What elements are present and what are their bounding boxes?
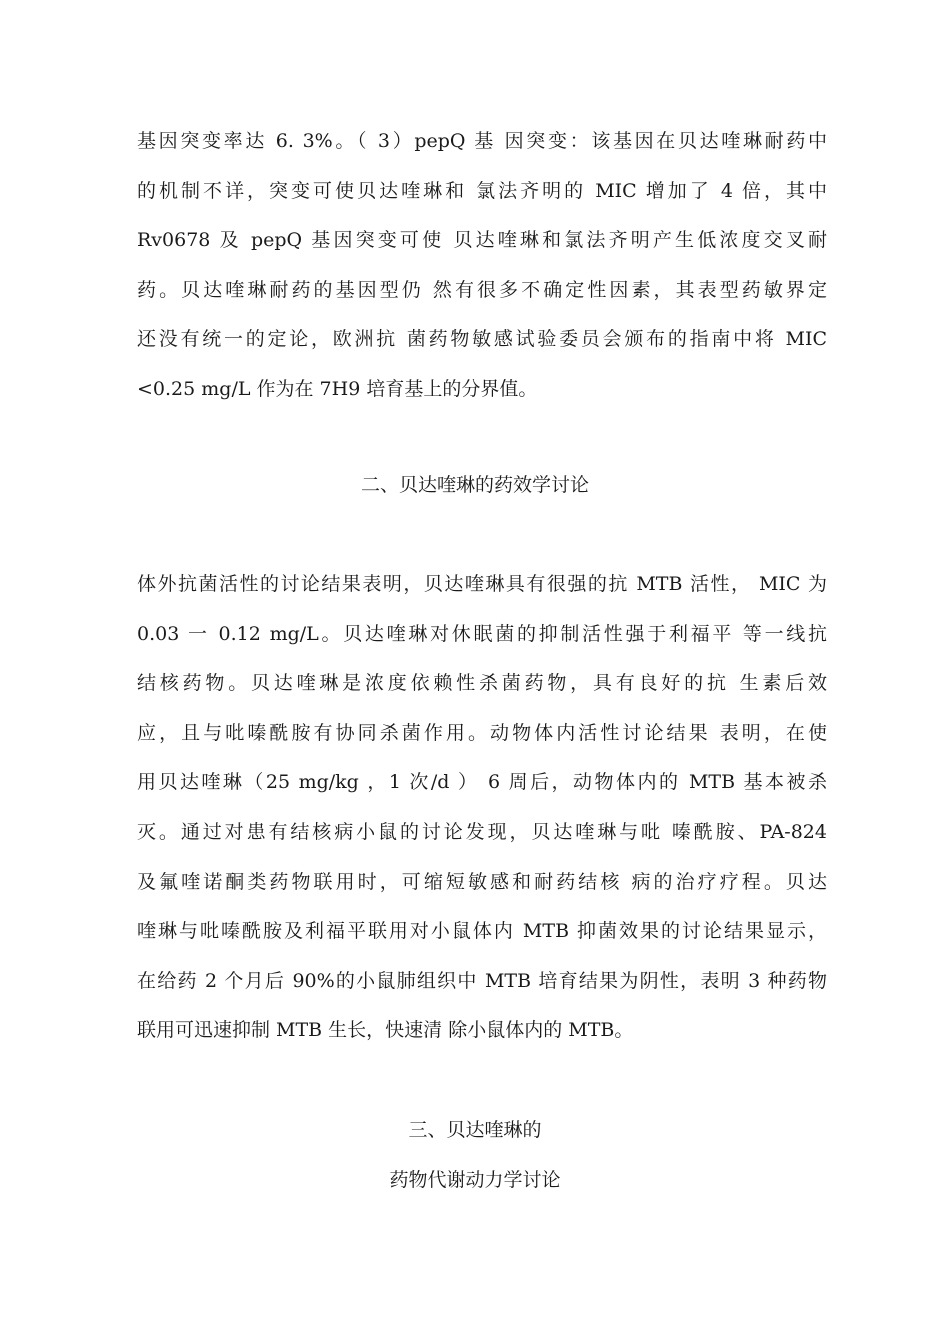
paragraph-line: 药。贝达喹琳耐药的基因型仍 然有很多不确定性因素，其表型药敏界定 bbox=[137, 278, 827, 301]
paragraph-line: 的机制不详，突变可使贝达喹琳和 氯法齐明的 MIC 增加了 4 倍，其中 bbox=[137, 179, 827, 202]
paragraph-line: Rv0678 及 pepQ 基因突变可使 贝达喹琳和氯法齐明产生低浓度交叉耐 bbox=[137, 229, 827, 252]
section-heading-pharmacodynamics: 二、贝达喹琳的药效学讨论 bbox=[360, 474, 589, 496]
paragraph-line: 喹琳与吡嗪酰胺及利福平联用对小鼠体内 MTB 抑菌效果的讨论结果显示， bbox=[137, 920, 827, 943]
paragraph-line: 在给药 2 个月后 90%的小鼠肺组织中 MTB 培育结果为阴性，表明 3 种药物 bbox=[137, 969, 827, 992]
paragraph-line: 及氟喹诺酮类药物联用时，可缩短敏感和耐药结核 病的治疗疗程。贝达 bbox=[137, 870, 827, 893]
paragraph-line: 灭。通过对患有结核病小鼠的讨论发现，贝达喹琳与吡 嗪酰胺、PA-824 bbox=[137, 820, 827, 843]
paragraph-line: 体外抗菌活性的讨论结果表明，贝达喹琳具有很强的抗 MTB 活性， MIC 为 bbox=[137, 573, 827, 595]
section-heading-pharmacokinetics-line2: 药物代谢动力学讨论 bbox=[389, 1169, 561, 1191]
paragraph-line: 联用可迅速抑制 MTB 生长，快速清 除小鼠体内的 MTB。 bbox=[137, 1019, 634, 1042]
body-paragraph-pharmacodynamics bbox=[137, 560, 827, 1056]
section-heading-pharmacokinetics-line1: 三、贝达喹琳的 bbox=[408, 1119, 542, 1141]
paragraph-line: 0.03 一 0.12 mg/L。贝达喹琳对休眠菌的抑制活性强于利福平 等一线抗 bbox=[137, 622, 827, 645]
paragraph-line: 用贝达喹琳（25 mg/kg ，1 次/d ） 6 周后，动物体内的 MTB 基本被杀 bbox=[137, 771, 827, 794]
body-paragraph-resistance-genes bbox=[137, 117, 827, 415]
paragraph-line: <0.25 mg/L 作为在 7H9 培育基上的分界值。 bbox=[137, 377, 538, 400]
paragraph-line: 基因突变率达 6. 3%。（ 3）pepQ 基 因突变：该基因在贝达喹琳耐药中 bbox=[137, 130, 827, 152]
paragraph-line: 结核药物。贝达喹琳是浓度依赖性杀菌药物，具有良好的抗 生素后效 bbox=[137, 672, 827, 695]
paragraph-line: 应，且与吡嗪酰胺有协同杀菌作用。动物体内活性讨论结果 表明，在使 bbox=[137, 721, 827, 744]
paragraph-line: 还没有统一的定论，欧洲抗 菌药物敏感试验委员会颁布的指南中将 MIC bbox=[137, 328, 827, 351]
